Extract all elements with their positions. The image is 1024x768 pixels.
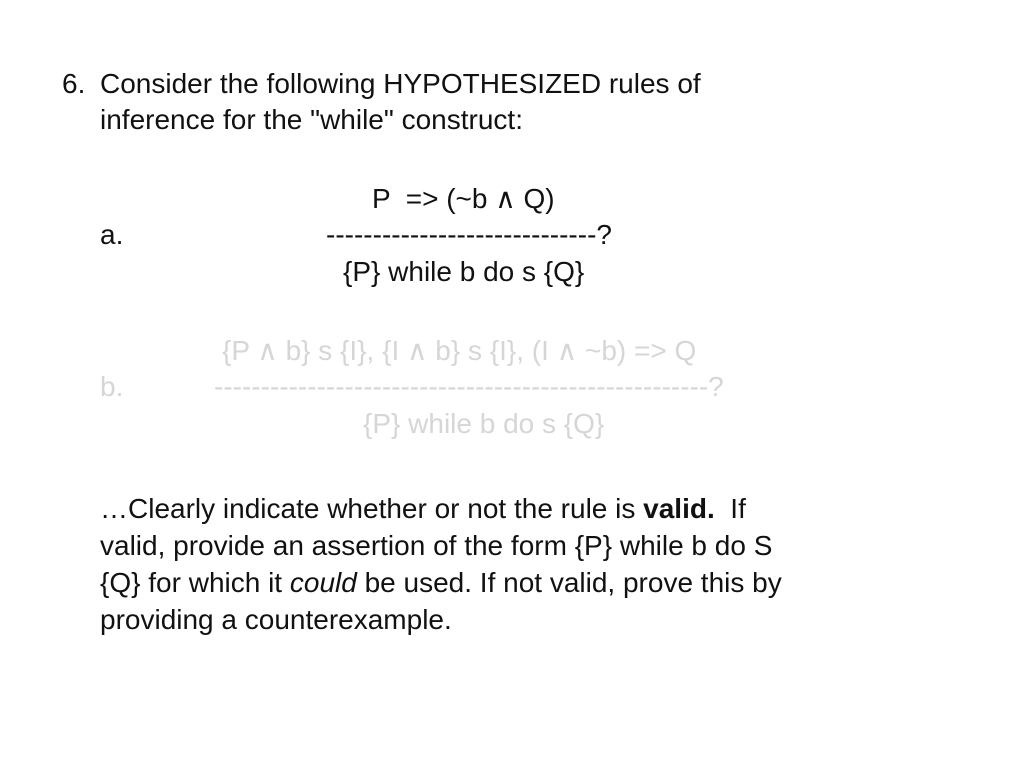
- rule-a-divider: -----------------------------?: [326, 219, 612, 250]
- instructions-line-1: [100, 490, 980, 527]
- instructions-line-3-tail: be used. If not valid, prove this by: [356, 567, 782, 598]
- question-number: 6.: [62, 68, 86, 99]
- rule-a: [100, 182, 980, 292]
- instructions-line-2: valid, provide an assertion of the form {P} while b do S: [100, 530, 773, 561]
- rule-b-divider: -----------------------------------------------------?: [214, 371, 724, 402]
- instructions-line-1-text: …Clearly indicate whether or not the rule is: [100, 493, 644, 524]
- could-emphasis: could: [289, 567, 357, 598]
- rule-a-label: a.: [100, 219, 124, 250]
- instructions-line-1-tail: If: [714, 493, 746, 524]
- question-intro: [100, 66, 980, 138]
- instructions-line-4: providing a counterexample.: [100, 604, 452, 635]
- instructions-line-3: [100, 564, 980, 601]
- rule-a-conclusion: {P} while b do s {Q}: [343, 256, 585, 287]
- question-intro-line-2: inference for the "while" construct:: [100, 104, 523, 135]
- instructions: [100, 490, 980, 638]
- rule-b: [100, 334, 980, 444]
- instructions-line-3-text: {Q} for which it: [100, 567, 290, 598]
- rule-b-label: b.: [100, 371, 124, 402]
- rule-a-premise: P => (~b ∧ Q): [372, 183, 555, 214]
- question-intro-line-1: Consider the following HYPOTHESIZED rules of: [100, 68, 701, 99]
- rule-b-premise: {P ∧ b} s {I}, {I ∧ b} s {I}, (I ∧ ~b) => Q: [222, 335, 697, 366]
- rule-b-conclusion: {P} while b do s {Q}: [363, 408, 605, 439]
- valid-emphasis: valid.: [643, 493, 715, 524]
